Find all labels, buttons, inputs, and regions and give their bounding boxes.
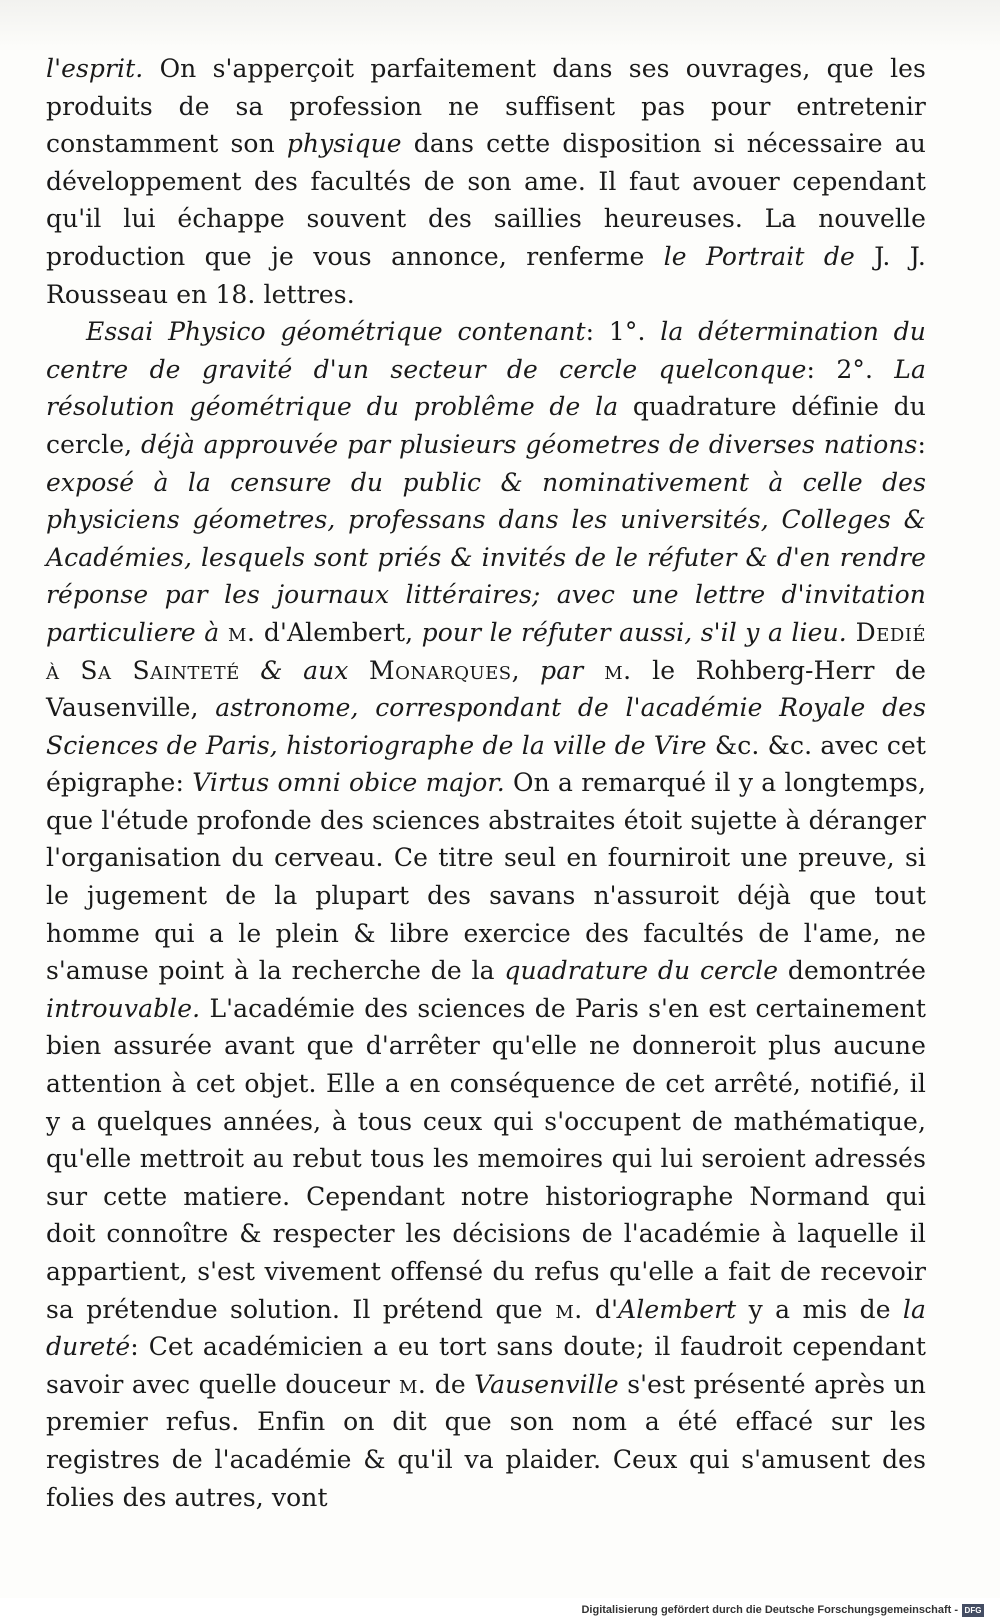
italic-text: quadrature du cercle <box>504 956 779 986</box>
body-text: s'est présenté après un premier refus. Enfin on dit que son nom a été effacé sur les registres de l'académie & qu'il va plaider. Ceux qui s'amusent des folies des autres, vont <box>46 1369 927 1512</box>
italic-text: déjà approuvée par plusieurs géometres de diverses nations <box>141 429 918 459</box>
body-text: J. J. Rousseau en 18. lettres. <box>46 241 926 309</box>
italic-text: la dureté <box>46 1294 927 1362</box>
body-text: : <box>917 429 927 459</box>
body-text: , <box>511 655 541 685</box>
italic-text: pour le réfuter aussi, s'il y a lieu. <box>421 617 847 647</box>
body-text: &c. &c. avec cet épigraphe: <box>46 730 926 798</box>
italic-text: la détermination du centre de gravité d'un secteur de cercle quelconque <box>46 317 926 384</box>
paragraph-portrait-rousseau <box>46 50 926 313</box>
body-text: L'académie des sciences de Paris s'en est certainement bien assurée avant que d'arrêter qu'elle ne donneroit plus aucune attention à cet objet. Elle a en conséquence de cet arrêté, notifié, il y a quelques années, à tous ceux qui s'occupent de mathématique, qu'elle mettroit au rebut tous les memoires qui lui seroient adressés sur cette matiere. Cependant notre historiographe Normand qui doit connoître & respecter les décisions de l'académie à laquelle il appartient, s'est vivement offensé du refus qu'elle a fait de recevoir sa prétendue solution. Il prétend que <box>46 993 926 1324</box>
italic-text: exposé à la censure du public & nominativement à celle des physiciens géometres, professans dans les universités, Colleges & Académies, lesquels sont priés & invités de le réfuter & d'en rendre réponse par les journaux littéraires; avec une lettre d'invitation particuliere à <box>46 467 926 647</box>
italic-text: l'esprit. <box>46 54 144 83</box>
italic-text: introuvable. <box>46 993 201 1023</box>
small-caps-text: m. <box>542 1294 583 1324</box>
body-text: le Rohberg-Herr de Vausenville, <box>46 655 927 723</box>
body-text: y a mis de <box>736 1294 903 1324</box>
italic-text: le Portrait de <box>663 241 855 271</box>
dfg-logo-icon: DFG <box>962 1604 984 1617</box>
body-text: dans cette disposition si nécessaire au développement des facultés de son ame. Il faut avouer cependant qu'il lui échappe souvent des saillies heureuses. La nouvelle production que je vous annonce, renferme <box>46 129 927 271</box>
digitization-footer <box>0 1598 1000 1624</box>
italic-text: Alembert <box>618 1294 737 1324</box>
body-text: : 2°. <box>806 354 895 384</box>
small-caps-text: m. <box>219 617 256 647</box>
body-text: d'Alembert, <box>255 617 422 647</box>
italic-text: La résolution géométrique du problême de la <box>46 354 926 422</box>
small-caps-text: m. <box>390 1369 427 1399</box>
small-caps-text: Monarques <box>369 655 512 685</box>
italic-text: & aux <box>239 655 370 685</box>
footer-credit: Digitalisierung gefördert durch die Deutsche Forschungsgemeinschaft - <box>581 1604 958 1616</box>
italic-text: par <box>540 655 584 685</box>
body-text: : 1°. <box>585 317 661 347</box>
small-caps-text: Dedié à Sa Sainteté <box>46 617 927 685</box>
paragraph-essai-physico <box>46 313 926 1516</box>
italic-text: physique <box>286 129 402 159</box>
body-text: d' <box>582 1294 619 1324</box>
body-text: : Cet académicien a eu tort sans doute; il faudroit cependant savoir avec quelle douceur <box>46 1332 926 1399</box>
italic-text: Essai Physico géométrique contenant <box>86 317 586 347</box>
small-caps-text: m. <box>583 655 632 685</box>
italic-text: Virtus omni obice major. <box>192 768 505 798</box>
body-text: quadrature définie du cercle, <box>46 392 926 459</box>
italic-text: astronome, correspondant de l'académie Royale des Sciences de Paris, historiographe de la ville de Vire <box>46 693 927 760</box>
body-text: de <box>426 1369 475 1399</box>
page-bleed-through <box>0 0 1000 52</box>
body-text: demontrée <box>778 956 926 986</box>
book-text-block <box>46 50 926 1516</box>
body-text: On a remarqué il y a longtemps, que l'étude profonde des sciences abstraites étoit sujette à déranger l'organisation du cerveau. Ce titre seul en fourniroit une preuve, si le jugement de la plupart des savans n'assuroit déjà que tout homme qui a le plein & libre exercice des facultés de l'ame, ne s'amuse point à la recherche de la <box>46 768 926 986</box>
body-text: On s'apperçoit parfaitement dans ses ouvrages, que les produits de sa profession ne suffisent pas pour entretenir constamment son <box>46 54 926 159</box>
italic-text: Vausenville <box>474 1369 619 1399</box>
